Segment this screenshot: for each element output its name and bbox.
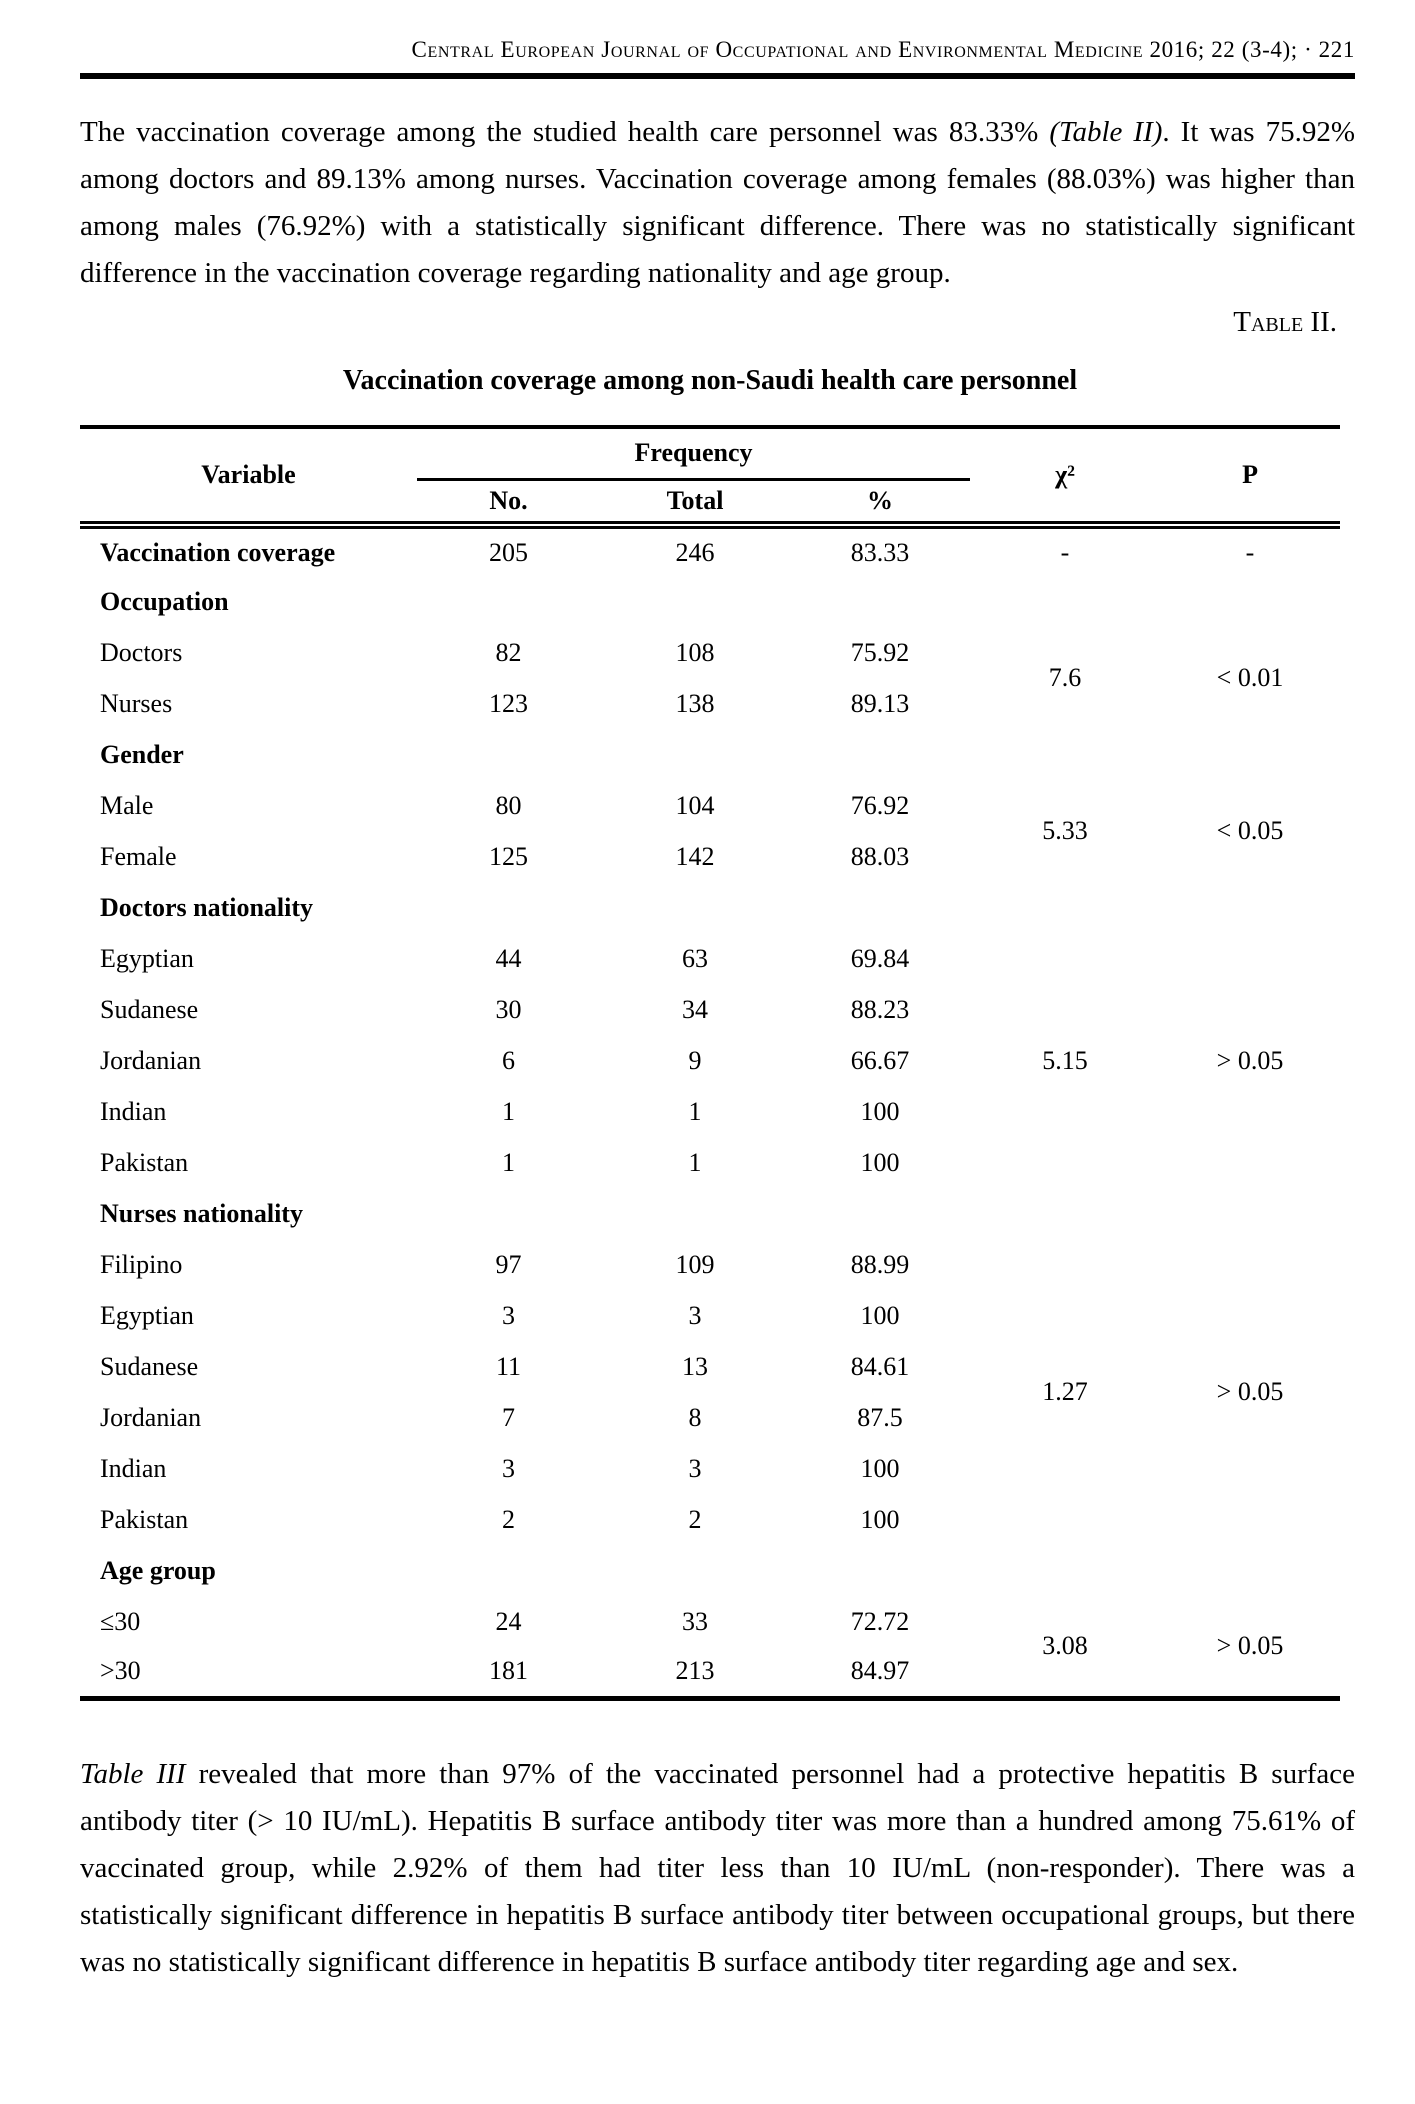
row-label: Pakistan	[100, 1504, 189, 1534]
value-total: 3	[688, 1300, 702, 1330]
column-header-chi-square: χ²	[1055, 460, 1075, 489]
table-row	[80, 780, 1340, 831]
value-percent: 66.67	[850, 1045, 910, 1075]
value-p: > 0.05	[1216, 1630, 1284, 1660]
value-total: 213	[675, 1656, 715, 1686]
row-label: Indian	[100, 1453, 167, 1483]
value-total: 142	[675, 841, 715, 871]
value-no: 125	[489, 841, 528, 871]
section-label: Age group	[100, 1555, 216, 1585]
value-percent: 100	[860, 1096, 900, 1126]
row-label: Pakistan	[100, 1147, 189, 1177]
value-chi-square: 5.33	[1042, 816, 1088, 845]
value-total: 8	[688, 1402, 702, 1432]
value-total: 13	[682, 1351, 708, 1381]
section-label: Occupation	[100, 586, 229, 616]
value-no: 82	[495, 637, 522, 667]
value-percent: 100	[860, 1453, 900, 1483]
header-rule	[80, 73, 1355, 79]
closing-paragraph	[80, 1751, 1355, 1986]
value-no: 80	[495, 790, 522, 820]
column-header-percent: %	[867, 485, 893, 515]
value-total: 138	[675, 688, 715, 718]
section-row	[80, 576, 1340, 627]
vaccination-coverage-table	[80, 425, 1340, 1701]
column-header-no: No.	[489, 485, 528, 515]
value-total: 63	[682, 943, 708, 973]
table-title: Vaccination coverage among non-Saudi health care personnel	[342, 365, 1078, 396]
value-no: 1	[502, 1147, 515, 1177]
value-p: > 0.05	[1216, 1045, 1284, 1075]
value-no: 97	[495, 1249, 522, 1279]
value-percent: 100	[860, 1147, 900, 1177]
row-label: Sudanese	[100, 1351, 199, 1381]
value-total: 1	[688, 1096, 702, 1126]
value-percent: 72.72	[850, 1606, 910, 1636]
column-header-p: P	[1242, 460, 1258, 489]
column-header-frequency: Frequency	[417, 427, 970, 479]
value-percent: 76.92	[850, 790, 910, 820]
column-header-total: Total	[666, 485, 724, 515]
row-label: Nurses	[100, 688, 173, 718]
row-label: Filipino	[100, 1249, 183, 1279]
row-label: Jordanian	[100, 1402, 202, 1432]
value-percent: 84.97	[850, 1656, 910, 1686]
table-header	[80, 427, 1340, 525]
value-p: -	[1245, 537, 1255, 567]
row-label: Jordanian	[100, 1045, 202, 1075]
row-label: Female	[100, 841, 177, 871]
value-percent: 83.33	[850, 537, 910, 567]
value-percent: 89.13	[850, 688, 910, 718]
value-no: 44	[495, 943, 522, 973]
value-no: 1	[502, 1096, 515, 1126]
table-row	[80, 1596, 1340, 1647]
section-label: Nurses nationality	[100, 1198, 303, 1228]
value-percent: 100	[860, 1300, 900, 1330]
value-total: 2	[688, 1504, 702, 1534]
table-row	[80, 627, 1340, 678]
section-row	[80, 1545, 1340, 1596]
value-percent: 100	[860, 1504, 900, 1534]
column-header-variable: Variable	[201, 460, 296, 489]
intro-paragraph-text: The vaccination coverage among the studied health care personnel was 83.33%	[80, 116, 1050, 148]
row-label: ≤30	[100, 1606, 141, 1636]
value-total: 9	[688, 1045, 702, 1075]
row-label: Egyptian	[100, 1300, 194, 1330]
journal-running-head: Central European Journal of Occupational and Environmental Medicine 2016; 22 (3-4); · 221	[411, 37, 1355, 62]
value-p: < 0.05	[1216, 816, 1284, 845]
value-no: 123	[489, 688, 528, 718]
row-label: Egyptian	[100, 943, 194, 973]
value-total: 1	[688, 1147, 702, 1177]
table-ii-reference: (Table II)	[1049, 116, 1163, 148]
value-total: 3	[688, 1453, 702, 1483]
value-percent: 75.92	[850, 637, 910, 667]
value-percent: 88.23	[850, 994, 910, 1024]
row-label: Doctors	[100, 637, 183, 667]
value-percent: 84.61	[850, 1351, 910, 1381]
section-row	[80, 1188, 1340, 1239]
value-chi-square: -	[1060, 537, 1070, 567]
table-row	[80, 933, 1340, 984]
intro-paragraph-text-cont: . It was 75.92% among doctors and 89.13% among nurses. Vaccination coverage among females (88.03%) was higher than among males (76.92%) with a statistically significant difference. There was no statistically significant difference in the vaccination coverage regarding nationality and age group.	[80, 116, 1355, 289]
section-label: Doctors nationality	[100, 892, 314, 922]
row-label: Vaccination coverage	[100, 537, 336, 567]
value-no: 3	[502, 1453, 515, 1483]
value-no: 3	[502, 1300, 515, 1330]
value-percent: 88.03	[850, 841, 910, 871]
value-no: 205	[489, 537, 528, 567]
row-label: Sudanese	[100, 994, 199, 1024]
table-caption-label: Table II.	[1233, 306, 1337, 338]
value-chi-square: 5.15	[1042, 1045, 1088, 1075]
value-percent: 69.84	[850, 943, 910, 973]
row-label: Indian	[100, 1096, 167, 1126]
row-label: >30	[100, 1656, 141, 1686]
value-chi-square: 3.08	[1042, 1630, 1088, 1660]
value-total: 109	[675, 1249, 715, 1279]
table-row	[80, 1239, 1340, 1290]
value-p: > 0.05	[1216, 1377, 1284, 1406]
table-row	[80, 525, 1340, 576]
value-percent: 87.5	[857, 1402, 903, 1432]
value-no: 6	[502, 1045, 515, 1075]
table-iii-reference: Table III	[80, 1757, 186, 1790]
value-total: 33	[682, 1606, 708, 1636]
section-label: Gender	[100, 739, 184, 769]
value-percent: 88.99	[850, 1249, 910, 1279]
value-p: < 0.01	[1216, 663, 1284, 692]
value-no: 7	[502, 1402, 515, 1432]
row-label: Male	[100, 790, 154, 820]
value-total: 108	[675, 637, 715, 667]
value-total: 246	[675, 537, 715, 567]
value-no: 24	[495, 1606, 522, 1636]
value-total: 34	[682, 994, 708, 1024]
section-row	[80, 882, 1340, 933]
value-total: 104	[675, 790, 715, 820]
table-body	[80, 525, 1340, 1698]
section-row	[80, 729, 1340, 780]
value-no: 181	[489, 1656, 528, 1686]
value-no: 2	[502, 1504, 515, 1534]
closing-paragraph-text: revealed that more than 97% of the vaccinated personnel had a protective hepatitis B surface antibody titer (> 10 IU/mL). Hepatitis B surface antibody titer was more than a hundred among 75.61% of vaccinated group, while 2.92% of them had titer less than 10 IU/mL (non-responder). There was a statistically significant difference in hepatitis B surface antibody titer between occupational groups, but there was no statistically significant difference in hepatitis B surface antibody titer regarding age and sex.	[80, 1757, 1355, 1978]
value-no: 11	[495, 1351, 522, 1381]
value-chi-square: 7.6	[1048, 663, 1082, 692]
intro-paragraph	[80, 109, 1355, 297]
value-no: 30	[495, 994, 522, 1024]
value-chi-square: 1.27	[1042, 1377, 1088, 1406]
